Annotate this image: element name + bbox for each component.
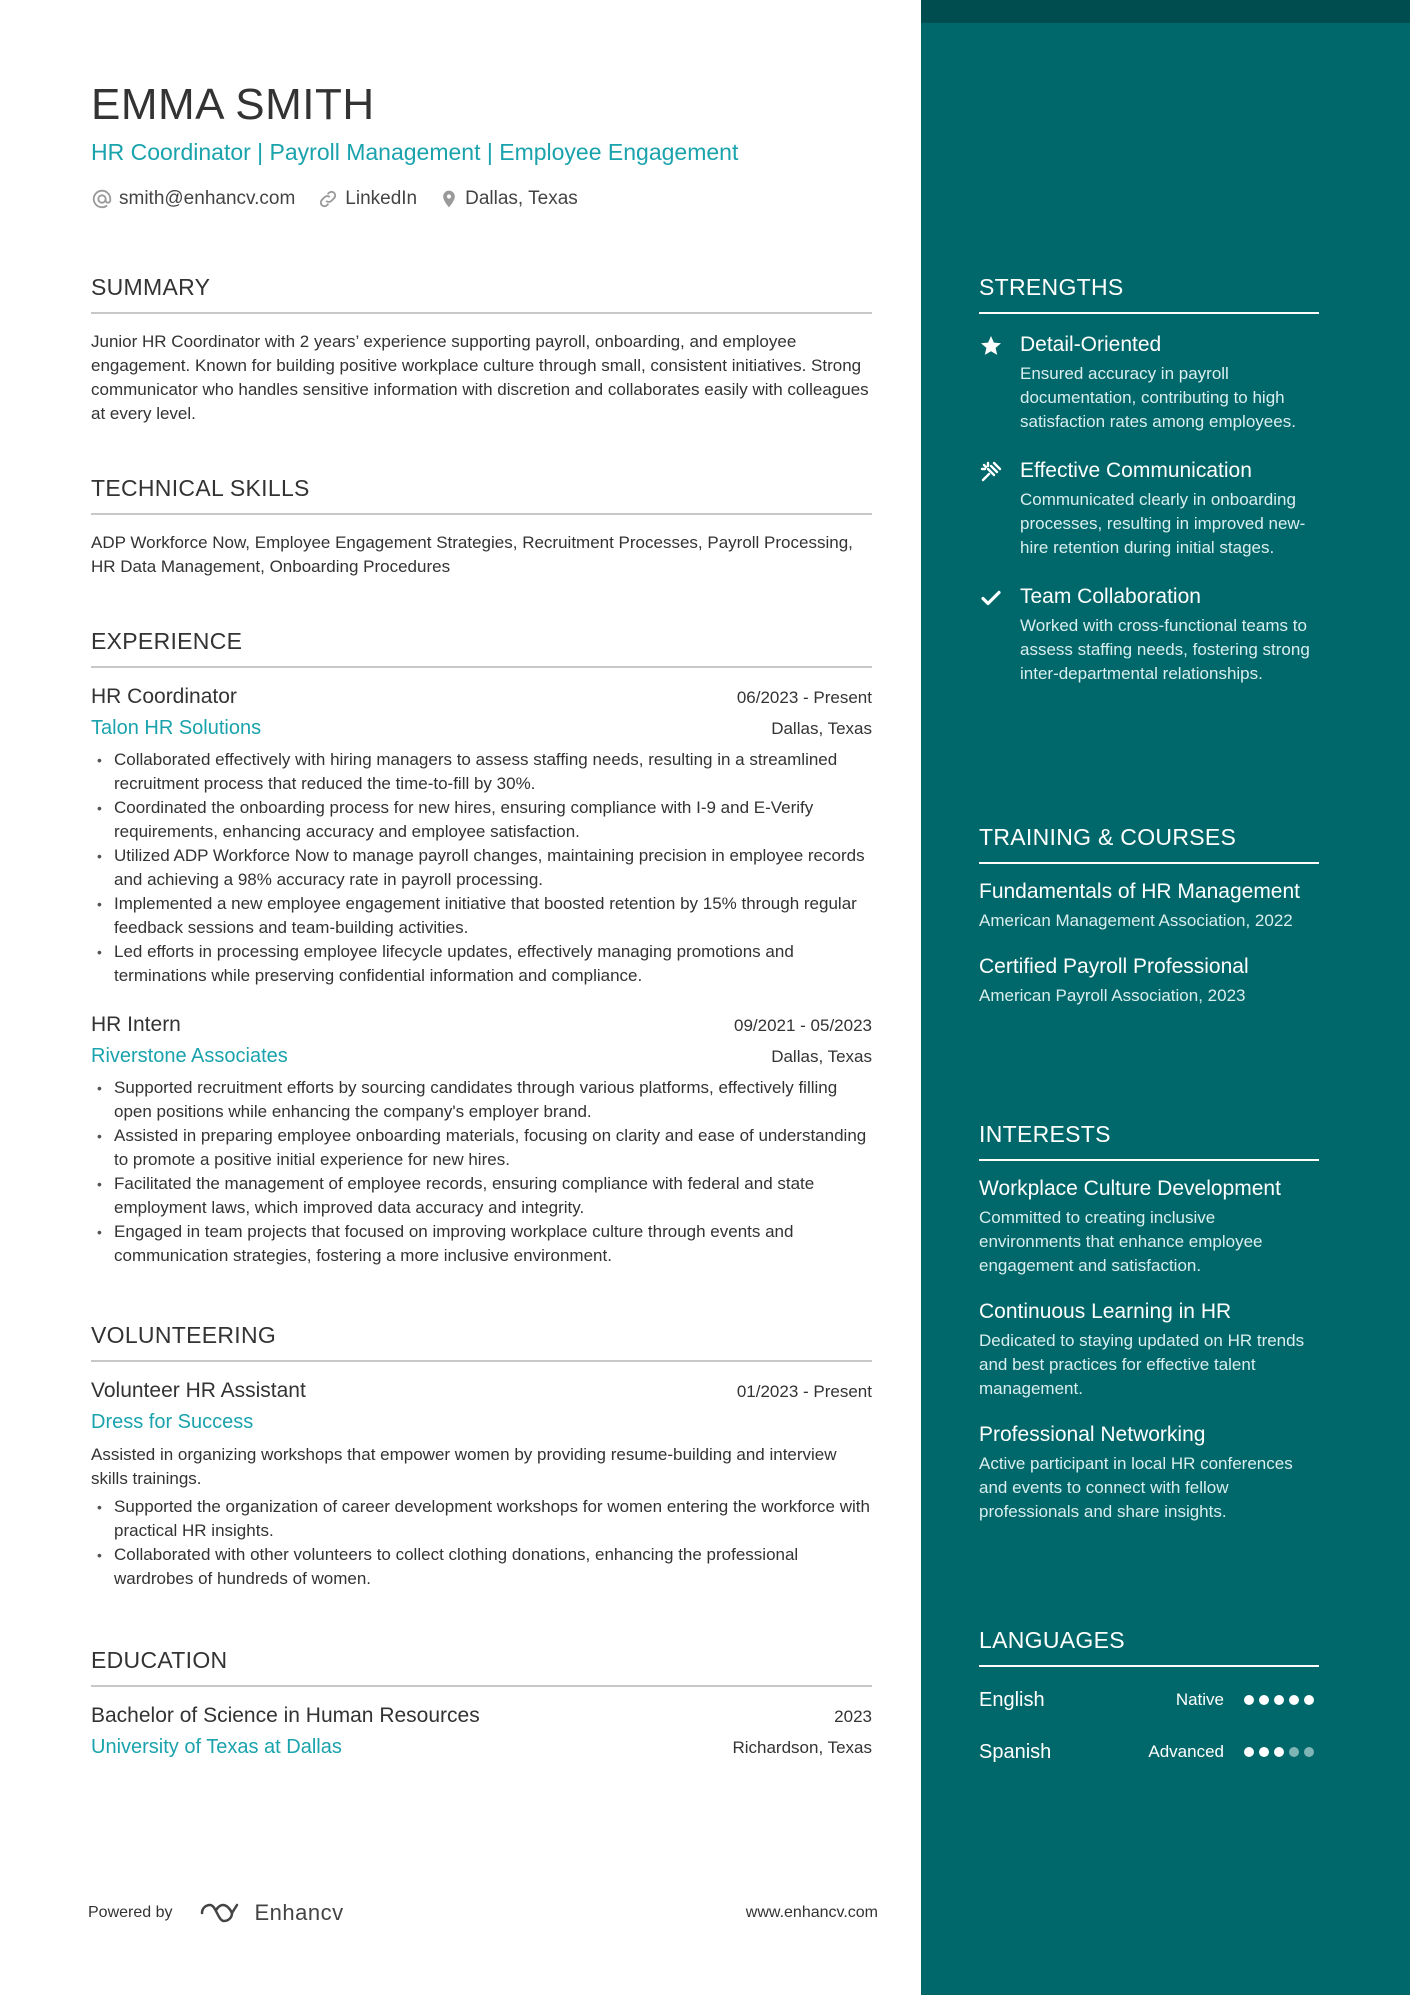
language-row xyxy=(979,1681,1319,1719)
strengths-title: STRENGTHS xyxy=(979,272,1319,314)
volunteering-section xyxy=(91,1320,872,1591)
company-name[interactable]: Riverstone Associates xyxy=(91,1045,288,1067)
skills-title: TECHNICAL SKILLS xyxy=(91,473,872,515)
footer xyxy=(88,1900,878,1926)
strength-item xyxy=(979,330,1319,434)
job-title: HR Intern xyxy=(91,1013,181,1036)
link-icon xyxy=(317,188,339,210)
strengths-section xyxy=(979,272,1319,686)
rating-dot-filled xyxy=(1244,1747,1254,1757)
course-title: Fundamentals of HR Management xyxy=(979,880,1300,903)
volunteer-bullets xyxy=(91,1495,872,1591)
strength-title: Team Collaboration xyxy=(1020,585,1201,608)
bullet-item: • Utilized ADP Workforce Now to manage payroll changes, maintaining precision in employee records and achieving a 98% accuracy rate in payroll processing. xyxy=(91,844,872,892)
interest-title: Continuous Learning in HR xyxy=(979,1300,1232,1323)
course-title: Certified Payroll Professional xyxy=(979,955,1249,978)
training-title: TRAINING & COURSES xyxy=(979,822,1319,864)
experience-entry xyxy=(91,682,872,988)
bullet-item: • Collaborated with other volunteers to collect clothing donations, enhancing the professional wardrobes of hundreds of women. xyxy=(91,1543,872,1591)
rating-dot-empty xyxy=(1304,1747,1314,1757)
location-pin-icon xyxy=(439,188,459,210)
rating-dot-filled xyxy=(1244,1695,1254,1705)
language-row xyxy=(979,1733,1319,1771)
interests-section xyxy=(979,1119,1319,1524)
language-level: Native xyxy=(1175,1690,1224,1709)
experience-entry xyxy=(91,1010,872,1268)
training-item xyxy=(979,878,1319,933)
checkmark-icon xyxy=(979,586,1003,610)
course-detail: American Management Association, 2022 xyxy=(979,911,1293,930)
job-dates: 09/2021 - 05/2023 xyxy=(733,1016,872,1035)
languages-title: LANGUAGES xyxy=(979,1625,1319,1667)
school-location: Richardson, Texas xyxy=(732,1738,872,1757)
interests-title: INTERESTS xyxy=(979,1119,1319,1161)
rating-dot-filled xyxy=(1289,1695,1299,1705)
language-name: Spanish xyxy=(979,1740,1052,1763)
rating-dot-filled xyxy=(1259,1695,1269,1705)
bullet-item: • Collaborated effectively with hiring managers to assess staffing needs, resulting in a streamlined recruitment process that reduced the time-to-fill by 30%. xyxy=(91,748,872,796)
summary-text: Junior HR Coordinator with 2 years’ experience supporting payroll, onboarding, and employee engagement. Known for building positive workplace culture through small, consistent initiatives. Strong communicator who handles sensitive information with discretion and collaborates easily with colleagues at every level. xyxy=(91,332,869,423)
training-item xyxy=(979,953,1319,1008)
brand-name: Enhancv xyxy=(254,1900,344,1925)
school-name[interactable]: University of Texas at Dallas xyxy=(91,1736,342,1758)
languages-section xyxy=(979,1625,1319,1771)
education-title: EDUCATION xyxy=(91,1645,872,1687)
training-section xyxy=(979,822,1319,1008)
bullet-item: • Facilitated the management of employee records, ensuring compliance with federal and state employment laws, which improved data accuracy and integrity. xyxy=(91,1172,872,1220)
contact-bar xyxy=(91,186,600,212)
interest-item xyxy=(979,1421,1319,1524)
job-dates: 06/2023 - Present xyxy=(736,688,872,707)
experience-section xyxy=(91,626,872,1268)
sidebar xyxy=(921,0,1410,1995)
interest-item xyxy=(979,1175,1319,1278)
language-rating xyxy=(1244,1695,1319,1705)
megaphone-icon xyxy=(979,460,1003,484)
job-bullets xyxy=(91,1076,872,1268)
job-location: Dallas, Texas xyxy=(771,1047,872,1066)
summary-title: SUMMARY xyxy=(91,272,872,314)
sidebar-top-band xyxy=(921,0,1410,23)
bullet-item: • Implemented a new employee engagement initiative that boosted retention by 15% through regular feedback sessions and team-building activities. xyxy=(91,892,872,940)
language-rating xyxy=(1244,1747,1319,1757)
rating-dot-filled xyxy=(1304,1695,1314,1705)
interest-title: Workplace Culture Development xyxy=(979,1177,1281,1200)
website-link[interactable]: www.enhancv.com xyxy=(745,1904,878,1921)
skills-text: ADP Workforce Now, Employee Engagement Strategies, Recruitment Processes, Payroll Processing, HR Data Management, Onboarding Procedures xyxy=(91,533,853,576)
star-icon xyxy=(979,334,1003,358)
language-level: Advanced xyxy=(1148,1742,1224,1761)
company-name[interactable]: Talon HR Solutions xyxy=(91,717,262,739)
interest-description: Dedicated to staying updated on HR trends and best practices for effective talent management. xyxy=(979,1331,1305,1398)
strength-title: Effective Communication xyxy=(1020,459,1252,482)
volunteer-organization[interactable]: Dress for Success xyxy=(91,1411,254,1433)
interest-item xyxy=(979,1298,1319,1401)
bullet-item: • Coordinated the onboarding process for new hires, ensuring compliance with I-9 and E-Verify requirements, enhancing accuracy and employee satisfaction. xyxy=(91,796,872,844)
summary-section xyxy=(91,272,872,426)
at-icon xyxy=(91,188,113,210)
language-name: English xyxy=(979,1688,1045,1711)
graduation-year: 2023 xyxy=(834,1707,872,1726)
rating-dot-filled xyxy=(1259,1747,1269,1757)
contact-location xyxy=(439,186,578,212)
volunteering-title: VOLUNTEERING xyxy=(91,1320,872,1362)
bullet-item: • Supported recruitment efforts by sourcing candidates through various platforms, effectively filling open positions while enhancing the company's employer brand. xyxy=(91,1076,872,1124)
contact-email[interactable] xyxy=(91,186,295,212)
course-detail: American Payroll Association, 2023 xyxy=(979,986,1246,1005)
interest-title: Professional Networking xyxy=(979,1423,1206,1446)
strength-item xyxy=(979,456,1319,560)
headline: HR Coordinator | Payroll Management | Employee Engagement xyxy=(91,139,739,165)
strength-description: Worked with cross-functional teams to assess staffing needs, fostering strong inter-departmental relationships. xyxy=(1020,616,1310,683)
bullet-item: • Led efforts in processing employee lifecycle updates, effectively managing promotions and terminations while preserving confidential information and compliance. xyxy=(91,940,872,988)
contact-linkedin-text: LinkedIn xyxy=(345,188,418,209)
volunteer-role: Volunteer HR Assistant xyxy=(91,1379,306,1402)
powered-by-label: Powered by xyxy=(88,1904,173,1921)
volunteer-dates: 01/2023 - Present xyxy=(736,1382,872,1401)
enhancv-logo-icon xyxy=(199,1901,245,1925)
job-bullets xyxy=(91,748,872,988)
job-location: Dallas, Texas xyxy=(771,719,872,738)
contact-linkedin[interactable] xyxy=(317,186,417,212)
education-section xyxy=(91,1645,872,1763)
interest-description: Committed to creating inclusive environments that enhance employee engagement and satisfaction. xyxy=(979,1208,1263,1275)
strength-description: Communicated clearly in onboarding processes, resulting in improved new-hire retention during initial stages. xyxy=(1020,490,1306,557)
contact-location-text: Dallas, Texas xyxy=(465,188,578,209)
education-entry xyxy=(91,1701,872,1763)
rating-dot-empty xyxy=(1289,1747,1299,1757)
enhancv-logo[interactable] xyxy=(199,1900,344,1926)
strength-description: Ensured accuracy in payroll documentation, contributing to high satisfaction rates among employees. xyxy=(1020,364,1296,431)
job-title: HR Coordinator xyxy=(91,685,237,708)
contact-email-text: smith@enhancv.com xyxy=(119,188,296,209)
bullet-item: • Supported the organization of career development workshops for women entering the workforce with practical HR insights. xyxy=(91,1495,872,1543)
bullet-item: • Engaged in team projects that focused on improving workplace culture through events and communication strategies, fostering a more inclusive environment. xyxy=(91,1220,872,1268)
skills-section xyxy=(91,473,872,579)
volunteer-entry xyxy=(91,1376,872,1591)
strength-title: Detail-Oriented xyxy=(1020,333,1162,356)
experience-title: EXPERIENCE xyxy=(91,626,872,668)
degree: Bachelor of Science in Human Resources xyxy=(91,1704,480,1727)
volunteer-description: Assisted in organizing workshops that empower women by providing resume-building and interview skills trainings. xyxy=(91,1445,837,1488)
rating-dot-filled xyxy=(1274,1695,1284,1705)
strength-item xyxy=(979,582,1319,686)
bullet-item: • Assisted in preparing employee onboarding materials, focusing on clarity and ease of understanding to promote a positive initial experience for new hires. xyxy=(91,1124,872,1172)
candidate-name: EMMA SMITH xyxy=(91,80,375,129)
rating-dot-filled xyxy=(1274,1747,1284,1757)
interest-description: Active participant in local HR conferences and events to connect with fellow professionals and share insights. xyxy=(979,1454,1293,1521)
